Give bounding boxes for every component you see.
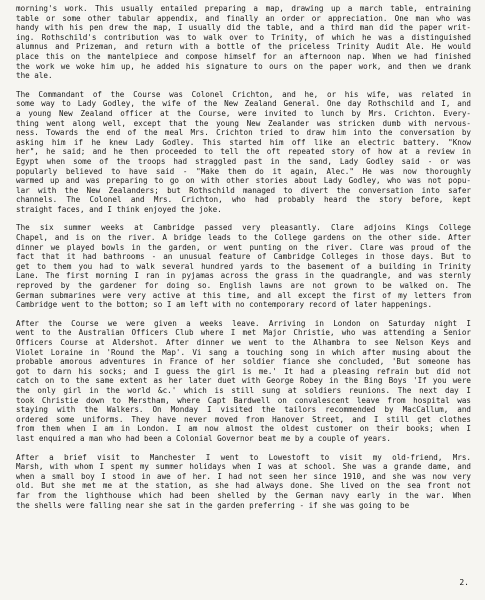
text-line: straight faces, and I think enjoyed the joke. xyxy=(16,204,222,214)
text-line: ness. Towards the end of the meal Mrs. Crichton tried to draw him into the conversation by xyxy=(16,128,471,138)
text-line: morning's work. This usually entailed preparing a map, drawing up a march table, entraining xyxy=(16,4,471,13)
paragraph-5 xyxy=(16,453,471,511)
text-line: some way to Lady Godley, the wife of the New Zealand General. One day Rothschild and I, and xyxy=(16,99,471,109)
text-line: ordered some uniforms. They have never moved from Hanover Street, and I still get clothes xyxy=(16,414,471,424)
text-line: probable amorous adventures in France of her soldier fiance she concluded, 'But someone has xyxy=(16,357,471,367)
paragraph-4 xyxy=(16,319,471,444)
text-line: asking him if he knew Lady Godley. This started him off like an electric battery. "Know xyxy=(16,137,471,147)
text-line: reproved by the gardener for doing so. English lawns are not grown to be walked on. The xyxy=(16,281,471,291)
text-line: thing went along well, except that the young New Zealander was stricken dumb with nervous- xyxy=(16,118,471,128)
text-line: popularly believed to have said - "Make them do it again, Alec." He was now thoroughly xyxy=(16,166,471,176)
text-line: catch on to the same extent as her later duet with George Robey in the Bing Boys 'If you were xyxy=(16,376,471,386)
text-line: fact that it had bathrooms - an unusual feature of Cambridge Colleges in those days. But to xyxy=(16,252,471,262)
text-line: channels. The Colonel and Mrs. Crichton, who had probably heard the story before, kept xyxy=(16,195,471,205)
text-line: last enquired a man who had been a Colonial Governor beat me by a couple of years. xyxy=(16,433,391,443)
text-line: staying with the Walkers. On Monday I visited the tailors recommended by MacCallum, and xyxy=(16,405,471,415)
text-line: went to the Australian Officers Club where I met Major Christie, who was attending a Senior xyxy=(16,328,471,338)
text-line: Officers Course at Aldershot. After dinner we went to the Alhambra to see Nelson Keys and xyxy=(16,338,471,347)
paragraph-2 xyxy=(16,90,471,215)
text-line: After a brief visit to Manchester I went to Lowestoft to visit my old-friend, Mrs. xyxy=(16,452,471,462)
text-line: handy with his pen drew the map, I usually did the table, and a third man did the paper writ- xyxy=(16,23,471,33)
text-line: Lane. The first morning I ran in pyjamas across the grass in the quadrangle, and was sternly xyxy=(16,271,471,281)
text-line: the work we woke him up, he added his signature to ours on the paper work, and then we drank xyxy=(16,61,471,71)
paragraph-1 xyxy=(16,4,471,81)
paragraph-3 xyxy=(16,223,471,309)
text-line: the shells were falling near she sat in the garden preferring - if she was going to be xyxy=(16,500,410,510)
text-line: Violet Loraine in 'Round the Map'. Vi sang a touching song in which after musing about the xyxy=(16,347,471,357)
text-line: place this on the mantelpiece and compose himself for an afternoon nap. When we had finished xyxy=(16,51,471,61)
text-line: the ale. xyxy=(16,71,53,81)
text-line: ing. Rothschild's contribution was to walk over to Trinity, of which he was a distinguished xyxy=(16,32,471,42)
text-line: table or some other tabular appendix, and finally an order or appreciation. One man who was xyxy=(16,13,471,23)
text-line: Marsh, with whom I spent my summer holidays when I was at school. She was a grande dame, and xyxy=(16,462,471,472)
text-line: far from the lighthouse which had been shelled by the German navy early in the war. When xyxy=(16,490,471,500)
page-number: 2. xyxy=(459,578,469,588)
text-line: alumnus and Prizeman, and return with a bottle of the priceless Trinity Audit Ale. He would xyxy=(16,42,471,52)
text-line: from them when I am in London. I am now almost the oldest customer on their books; when I xyxy=(16,424,471,434)
text-line: a young New Zealand officer at the Course, were invited to lunch by Mrs. Crichton. Every- xyxy=(16,108,471,118)
text-line: took Christie down to Merstham, where Capt Bardwell on convalescent leave from hospital was xyxy=(16,395,471,405)
text-line: her", he said; and he then proceeded to tell the oft repeated story of how at a review in xyxy=(16,147,471,157)
text-line: warmed up and was preparing to go on with other stories about Lady Godley, who was not popu- xyxy=(16,176,471,186)
text-line: get to them you had to walk several hundred yards to the basement of a building in Trinity xyxy=(16,261,471,271)
text-line: Chapel, and is on the river. A bridge leads to the College gardens on the other side. After xyxy=(16,233,471,243)
text-line: After the Course we were given a weeks leave. Arriving in London on Saturday night I xyxy=(16,318,471,328)
text-line: old. But she met me at the station, as she had always done. She lived on the sea front not xyxy=(16,481,471,491)
text-line: dinner we played bowls in the garden, or went punting on the river. Clare was proud of the xyxy=(16,242,471,252)
text-line: lar with the New Zealanders; but Rothschild managed to divert the conversation into safer xyxy=(16,185,471,195)
text-line: Cambridge went to the bottom; so I am left with no contemporary record of later happenings. xyxy=(16,300,433,310)
text-line: got to darn his socks; and I guess the girl is me.' It had a pleasing refrain but did not xyxy=(16,366,471,376)
text-line: the only girl in the world &c.' which is still sung at soldiers reunions. The next day I xyxy=(16,385,471,395)
text-line: Egypt when some of the troops had straggled past in the sand, Lady Godley said - or was xyxy=(16,156,471,166)
text-line: when a small boy I stood in awe of her. I had not seen her since 1910, and she was now very xyxy=(16,471,471,481)
text-line: German submarines were very active at this time, and all except the first of my letters from xyxy=(16,290,471,300)
text-line: The six summer weeks at Cambridge passed very pleasantly. Clare adjoins Kings College xyxy=(16,223,471,233)
text-line: The Commandant of the Course was Colonel Crichton, and he, or his wife, was related in xyxy=(16,89,471,99)
